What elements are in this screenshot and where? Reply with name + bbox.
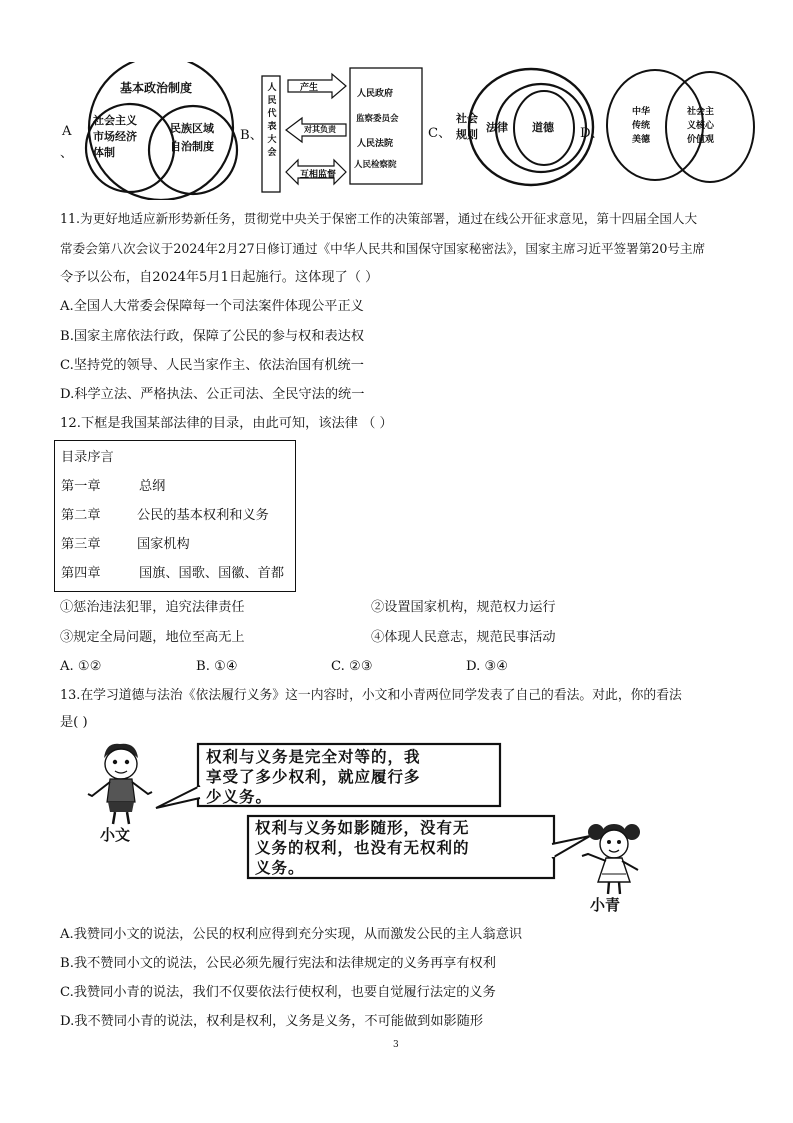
congress-char: 大 (267, 135, 277, 145)
diagram-a-sep: 、 (60, 146, 74, 161)
diagram-a-left-2: 市场经济 (93, 130, 137, 143)
q12-statement-2: ②设置国家机构，规范权力运行 (371, 600, 556, 615)
q13-option-c[interactable]: C.我赞同小青的说法，我们不仅要依法行使权利，也要自觉履行法定的义务 (60, 985, 496, 1000)
toc-title: 目录序言 (61, 450, 114, 465)
diagram-c-outer-2: 规则 (456, 128, 478, 141)
diagram-c-letter: C、 (428, 126, 452, 141)
toc-chapter-1: 第一章 (61, 479, 101, 494)
diagram-d-letter: D、 (580, 126, 604, 141)
diagram-c (428, 62, 598, 188)
xiaoqing-speech-line-2: 义务的权利，也没有无权利的 (255, 839, 470, 857)
diagram-a-outer-label: 基本政治制度 (120, 81, 193, 95)
xiaoqing-name: 小青 (590, 896, 621, 914)
diagram-c-inner: 道德 (532, 121, 554, 134)
diagram-a-right-1: 民族区域 (170, 122, 214, 135)
organ-procuratorate: 人民检察院 (354, 160, 397, 170)
q11-option-b[interactable]: B.国家主席依法行政，保障了公民的参与权和表达权 (60, 329, 365, 344)
diagram-a-letter: A (62, 124, 72, 139)
q12-option-a[interactable]: A. ①② (60, 659, 102, 674)
q11-option-c[interactable]: C.坚持党的领导、人民当家作主、依法治国有机统一 (60, 358, 364, 373)
q13-option-d[interactable]: D.我不赞同小青的说法，权利是权利，义务是义务，不可能做到如影随形 (60, 1014, 484, 1029)
toc-chapter-2: 第二章 (61, 508, 101, 523)
q11-option-d[interactable]: D.科学立法、严格执法、公正司法、全民守法的统一 (60, 387, 365, 402)
diagram-d (580, 62, 760, 188)
toc-name-3: 国家机构 (137, 537, 190, 552)
organ-government: 人民政府 (357, 89, 394, 99)
xiaowen-name: 小文 (100, 826, 131, 844)
q11-stem-line-2: 常委会第八次会议于2024年2月27日修订通过《中华人民共和国保守国家秘密法》，国家主席习近平签署第20号主席 (60, 241, 706, 256)
diagram-b-letter: B、 (240, 128, 263, 143)
diagram-a-left-1: 社会主义 (93, 114, 137, 127)
xiaowen-speech-line-2: 享受了多少权利，就应履行多 (206, 768, 421, 786)
organ-supervision: 监察委员会 (356, 114, 399, 124)
congress-vertical-label (265, 80, 279, 158)
q13-stem-line-1: 13.在学习道德与法治《依法履行义务》这一内容时，小文和小青两位同学发表了自己的看法。对此，你的看法 (60, 688, 682, 703)
xiaowen-cartoon-figure (80, 740, 160, 826)
diagram-c-outer-1: 社会 (456, 112, 478, 125)
q13-option-a[interactable]: A.我赞同小文的说法，公民的权利应得到充分实现，从而激发公民的主人翁意识 (60, 927, 523, 942)
q12-statement-4: ④体现人民意志，规范民事活动 (371, 630, 556, 645)
q13-option-b[interactable]: B.我不赞同小文的说法，公民必须先履行宪法和法律规定的义务再享有权利 (60, 956, 496, 971)
diagram-a (60, 62, 240, 200)
arrow-label-produce: 产生 (300, 83, 319, 93)
q12-option-c[interactable]: C. ②③ (331, 659, 373, 674)
q11-stem-line-1: 11.为更好地适应新形势新任务，贯彻党中央关于保密工作的决策部署，通过在线公开征求意见，第十四届全国人大 (60, 211, 698, 226)
toc-name-2: 公民的基本权利和义务 (137, 508, 269, 523)
page-number: 3 (393, 1040, 399, 1050)
arrow-label-responsible: 对其负责 (304, 125, 336, 134)
toc-name-1: 总纲 (139, 479, 166, 494)
diagram-b (240, 64, 430, 204)
xiaoqing-cartoon-figure (574, 818, 654, 898)
congress-char: 会 (267, 148, 277, 158)
diagram-c-middle: 法律 (486, 121, 508, 134)
diagram-c-circles (428, 62, 598, 188)
xiaoqing-speech-line-1: 权利与义务如影随形，没有无 (255, 819, 470, 837)
diagram-d-right-3: 价值观 (687, 135, 715, 145)
toc-chapter-3: 第三章 (61, 537, 101, 552)
q12-option-d[interactable]: D. ③④ (466, 659, 509, 674)
xiaowen-speech-line-1: 权利与义务是完全对等的，我 (206, 748, 421, 766)
toc-name-4: 国旗、国歌、国徽、首都 (139, 566, 285, 581)
diagram-a-right-2: 自治制度 (170, 140, 214, 153)
q11-option-a[interactable]: A.全国人大常委会保障每一个司法案件体现公平正义 (60, 299, 364, 314)
toc-chapter-4: 第四章 (61, 566, 101, 581)
diagram-d-right-2: 义核心 (687, 121, 715, 131)
q13-stem-line-2: 是( ) (60, 715, 88, 730)
diagram-d-right-1: 社会主 (687, 107, 715, 117)
arrow-label-supervise: 互相监督 (300, 170, 337, 180)
xiaowen-speech-line-3: 少义务。 (206, 788, 273, 806)
organ-court: 人民法院 (357, 139, 394, 149)
congress-char: 代 (267, 109, 277, 119)
congress-char: 人 (267, 83, 277, 93)
diagram-d-left-3: 美德 (632, 135, 651, 145)
q12-statement-1: ①惩治违法犯罪，追究法律责任 (60, 600, 245, 615)
q11-stem-line-3: 令予以公布，自2024年5月1日起施行。这体现了（ ） (60, 270, 379, 285)
congress-char: 民 (267, 96, 277, 106)
diagram-d-left-1: 中华 (632, 107, 651, 117)
q12-option-b[interactable]: B. ①④ (196, 659, 238, 674)
q12-stem: 12.下框是我国某部法律的目录，由此可知，该法律 （ ） (60, 416, 393, 431)
diagram-d-circles (580, 62, 760, 188)
congress-char: 表 (267, 122, 277, 132)
diagram-a-left-3: 体制 (93, 146, 115, 159)
q12-toc-box (54, 440, 296, 592)
q12-statement-3: ③规定全局问题，地位至高无上 (60, 630, 245, 645)
diagram-d-left-2: 传统 (632, 121, 651, 131)
xiaoqing-speech-line-3: 义务。 (255, 859, 305, 877)
